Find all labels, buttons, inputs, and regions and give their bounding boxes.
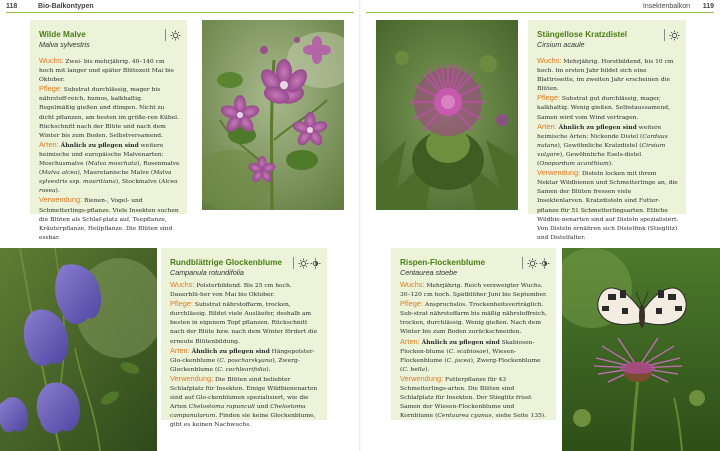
- left-page-number: 118: [6, 3, 18, 10]
- plant-title: Stängellose Kratzdistel: [537, 30, 628, 39]
- plant-description: [39, 56, 180, 242]
- verwendung-text: , siehe Seite 135).: [491, 412, 546, 420]
- verwendung-label: Verwendung:: [537, 168, 581, 178]
- pflege-label: Pflege:: [537, 93, 561, 103]
- arten-text: Hängepolster-Glo-ckenblume (: [170, 347, 315, 364]
- verwendung-text: Futterpflanze für 43 Schmetterlings-arten. Die Blüten sind Schlafplatz für Insekten. Der Stieglitz frisst Samen der Wiesen-Flockenblume und Kornblume (: [400, 375, 532, 420]
- sun-icon: [669, 30, 680, 41]
- arten-text: ), Stockmalve (: [115, 178, 162, 186]
- arten-species: Malva alcea: [41, 169, 78, 177]
- wuchs-label: Wuchs:: [537, 56, 562, 65]
- pflege-text: Substrat gut durchlässig, mager, kalkhaltig. Wenig gießen. Selbstaussamend, Samen wird vom Wind vertragen.: [537, 95, 670, 121]
- right-page-header: [360, 0, 720, 14]
- arten-label: Arten:: [39, 139, 59, 149]
- book-gutter: [359, 0, 361, 451]
- sun-icon: [298, 258, 309, 269]
- arten-species: Alcea rosea: [39, 178, 178, 195]
- pflege-label: Pflege:: [39, 84, 63, 94]
- right-running-title: Insektenbalkon: [642, 3, 690, 10]
- wuchs-label: Wuchs:: [170, 280, 195, 289]
- arten-species: Malva moschata: [87, 160, 138, 168]
- plant-latin-name: Cirsium acaule: [537, 40, 585, 49]
- arten-lead: Ähnlich zu pflegen sind: [191, 347, 270, 355]
- right-page-number: 119: [702, 3, 714, 10]
- plant-title: Rispen-Flockenblume: [400, 258, 486, 267]
- pflege-text: Anspruchslos. Trockenheitsverträglich. Sub-strat nährstoffarm bis mäßig nährstoffreich, trocken, durchlässig. Wenig gießen. Nach dem Winter bis zum Boden zurückschneiden.: [400, 301, 547, 336]
- verwendung-label: Verwendung:: [400, 373, 444, 383]
- pflege-text: Substrat durchlässig, mager bis nährstoff-reich, humos, kalkhaltig. Regelmäßig gießen und düngen. Nicht zu dicht pflanzen, am besten im größe-ren Kübel. Rückschnitt nach der Blüte und nach dem Winter bis zum Boden. Selbstversamend.: [39, 86, 179, 139]
- plant-description: [400, 280, 549, 420]
- plant-description: [170, 280, 320, 430]
- arten-text: ).: [266, 365, 271, 373]
- arten-label: Arten:: [400, 336, 420, 346]
- photo-wilde-malve: [202, 20, 344, 210]
- arten-text: ssp.: [67, 178, 83, 186]
- verwendung-label: Verwendung:: [39, 195, 83, 205]
- arten-lead: Ähnlich zu pflegen sind: [421, 338, 500, 346]
- arten-label: Arten:: [170, 345, 190, 355]
- arten-species: Malva sylvestris: [39, 169, 172, 186]
- arten-lead: Ähnlich zu pflegen sind: [60, 141, 139, 149]
- arten-species: C. cochlearifolia: [217, 365, 267, 373]
- arten-text: ), Gewöhnliche Esels-distel (: [537, 150, 642, 168]
- verwendung-text: Die Blüten sind beliebter Schlafplatz für Insekten. Einige Wildbienenarten sind auf Glo-ckenblumen spezialisiert, wie die Arten: [170, 375, 318, 411]
- arten-species: Carduus nutans: [537, 132, 668, 149]
- arten-text: ), Gewöhnliche Kratzdistel (: [557, 141, 642, 149]
- wuchs-text: Mehrjährig. Horstbildend, bis 10 cm hoch. Im ersten Jahr bildet sich eine Blattrosette, im zweiten Jahr erscheinen die Blüten.: [537, 58, 674, 93]
- arten-species: C. scabiosae: [448, 347, 487, 355]
- arten-species: mauritiana: [82, 178, 116, 186]
- wuchs-text: Zwei- bis mehrjährig. 40–140 cm hoch mit langer und später Blütezeit Mai bis Oktober.: [39, 58, 174, 84]
- verwendung-text: Disteln locken mit ihrem Nektar Wildbienen und Schmetterlinge an, die Samen der Blüten fressen viele Insektenlarven. Kratzdisteln sind Futter-pflanze für 51 Schmetterlingsarten. Etliche Wildbie-nenarten sind auf Disteln spezialisiert. Von Disteln ernähren sich Distelfink (Stieglitz) und Distelfalter.: [537, 170, 679, 241]
- arten-species: C. bella: [402, 365, 426, 373]
- plant-card-kratzdistel: [528, 20, 686, 241]
- light-requirement-icons: [664, 29, 680, 41]
- arten-text: ), Mauretanische Malve (: [77, 169, 154, 177]
- arten-text: ).: [608, 160, 613, 168]
- arten-text: ), Wiesen-Flockenblume (: [400, 347, 517, 364]
- half-shade-icon: [310, 258, 321, 269]
- plant-title: Rundblättrige Glockenblume: [170, 258, 282, 267]
- arten-text: ).: [55, 187, 60, 195]
- arten-species: C. poscharskyana: [219, 356, 273, 364]
- plant-latin-name: Centaurea stoebe: [400, 268, 458, 277]
- verwendung-text: und: [254, 403, 271, 411]
- left-page-header: [0, 0, 360, 14]
- pflege-label: Pflege:: [400, 299, 424, 309]
- plant-latin-name: Campanula rotundifolia: [170, 268, 244, 277]
- sun-icon: [170, 30, 181, 41]
- photo-glockenblume: [0, 248, 157, 451]
- plant-title: Wilde Malve: [39, 30, 86, 39]
- light-requirement-icons: [293, 257, 321, 269]
- photo-flockenblume-schmetterling: [562, 248, 720, 451]
- arten-text: ), Rosenmalve (: [39, 160, 180, 177]
- pflege-text: Substrat nährstoffarm, trocken, durchlässig. Bildet viele Ausläufer, deshalb am besten in eigenem Topf pflanzen. Rückschnitt nach der Blüte bzw. nach dem Winter fördert die erneute Blütenbildung.: [170, 301, 318, 345]
- header-rule: [6, 12, 354, 13]
- arten-text: Skabiosen-Flocken-blume (: [400, 338, 535, 355]
- verwendung-label: Verwendung:: [170, 373, 214, 383]
- left-running-title: Bio-Balkontypen: [38, 3, 94, 10]
- plant-card-wilde-malve: [30, 20, 187, 241]
- wuchs-label: Wuchs:: [400, 280, 425, 289]
- arten-text: ), Zwerg-Flockenblume (: [400, 356, 541, 373]
- light-requirement-icons: [522, 257, 550, 269]
- plant-description: [537, 56, 679, 242]
- arten-species: Onopordum acanthium: [539, 160, 609, 168]
- wuchs-text: Mehrjährig. Reich verzweigter Wuchs. 30–120 cm hoch. Spätblüher Juni bis September.: [400, 282, 548, 299]
- arten-text: ).: [425, 365, 430, 373]
- verwendung-species: Chelostoma campanularum: [170, 403, 306, 420]
- wuchs-label: Wuchs:: [39, 56, 64, 65]
- pflege-label: Pflege:: [170, 299, 194, 309]
- verwendung-text: Bienen-, Vogel- und Schmetterlings-pflanze. Viele Insekten suchen die Blüten als Schlaf-platz auf. Teepflanze, Kräuterpflanze, Heilpflanze. Die Blüten sind essbar.: [39, 197, 179, 241]
- sun-icon: [527, 258, 538, 269]
- wuchs-text: Polsterbildend. Bis 25 cm hoch. Dauerblü-her von Mai bis Oktober.: [170, 282, 292, 299]
- arten-text: ), Zwerg-Glockenblume (: [170, 356, 300, 373]
- arten-lead: Ähnlich zu pflegen sind: [558, 123, 637, 131]
- verwendung-species: Chelostoma rapunculi: [188, 403, 255, 411]
- arten-label: Arten:: [537, 121, 557, 131]
- plant-card-flockenblume: [391, 248, 556, 420]
- arten-species: C. jacea: [446, 356, 471, 364]
- half-shade-icon: [539, 258, 550, 269]
- plant-latin-name: Malva sylvestris: [39, 40, 90, 49]
- light-requirement-icons: [165, 29, 181, 41]
- arten-species: Cirsium vulgare: [537, 141, 666, 158]
- plant-card-glockenblume: [161, 248, 327, 429]
- verwendung-text: . Finden sie keine Glockenblume, gibt es keinen Nachwuchs.: [170, 412, 316, 429]
- arten-text: weitere heimische und europäische Malvenarten: Moschusmalve (: [39, 141, 164, 168]
- header-rule: [366, 12, 714, 13]
- arten-text: weitere heimische Arten: Nickende Distel (: [537, 123, 662, 140]
- verwendung-species: Centaurea cyanus: [437, 412, 492, 420]
- photo-kratzdistel: [376, 20, 518, 210]
